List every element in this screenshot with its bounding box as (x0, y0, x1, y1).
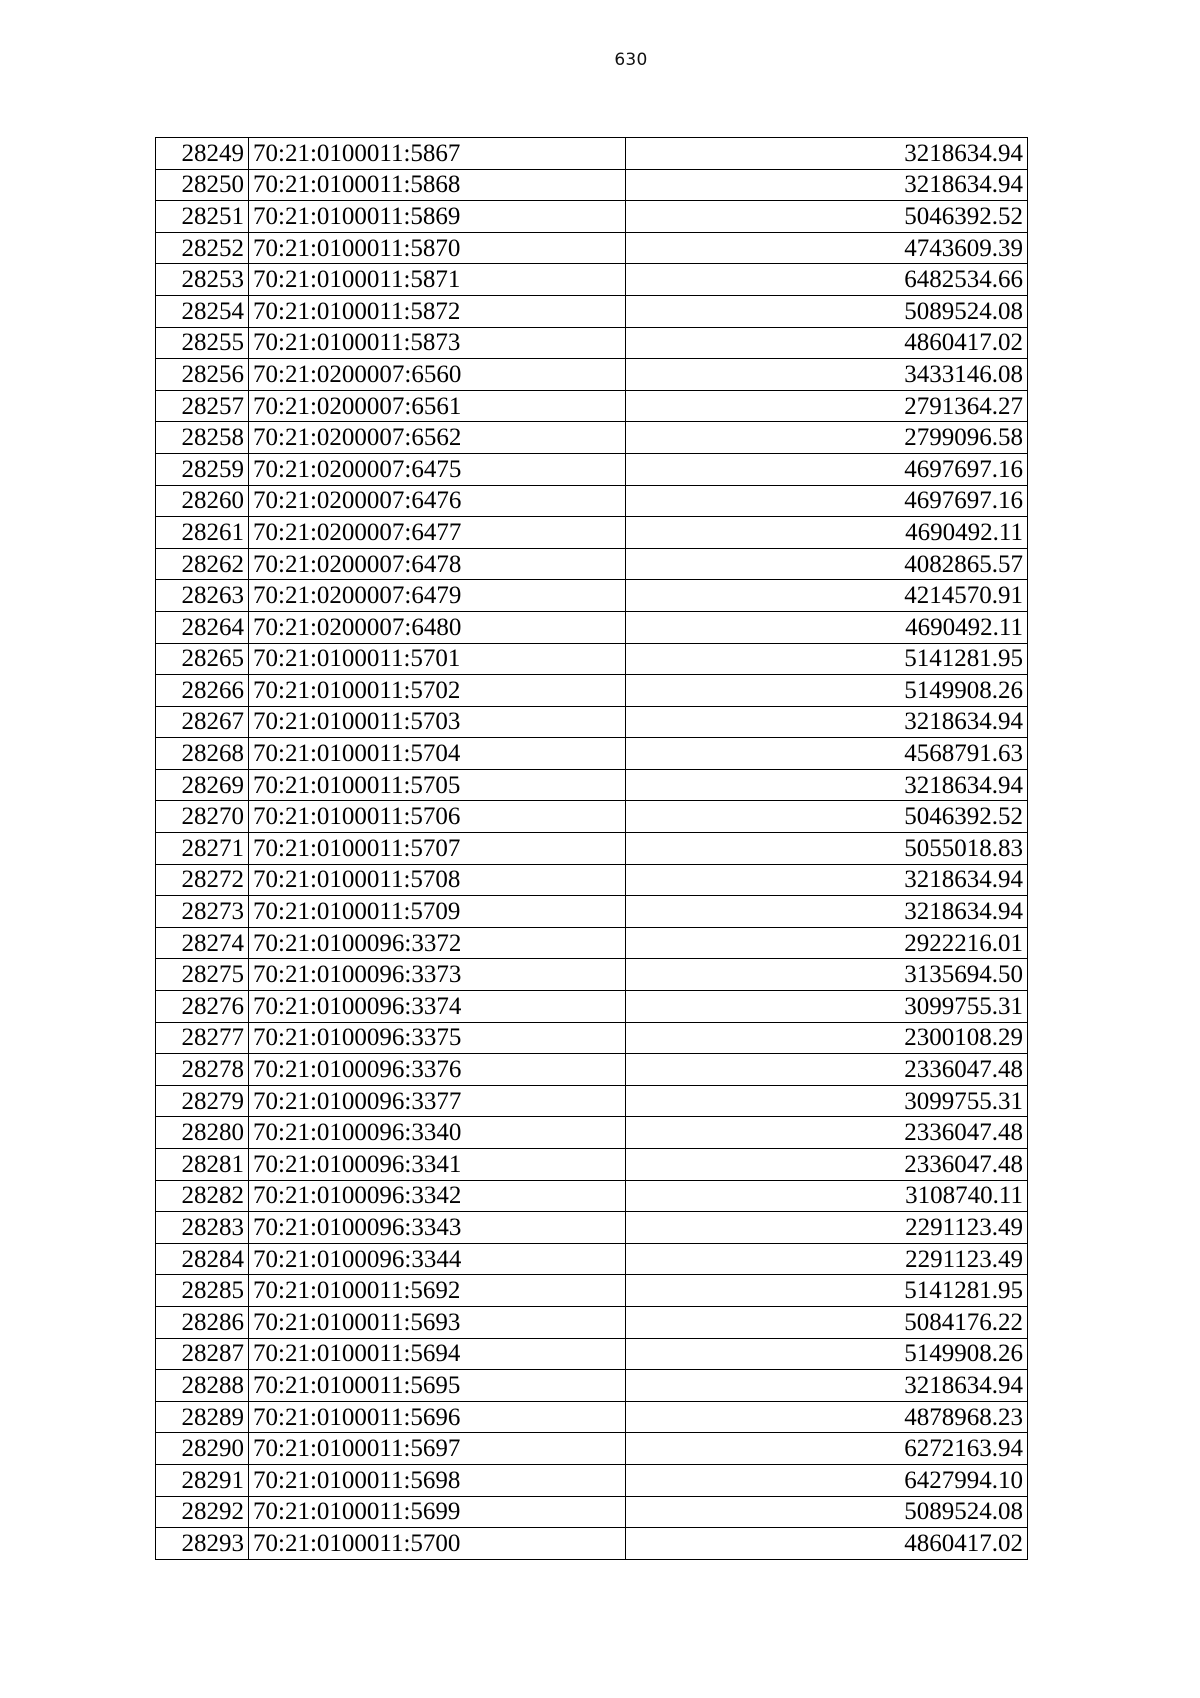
cadastral-number-cell: 70:21:0200007:6480 (249, 611, 626, 643)
cadastral-number-cell: 70:21:0100011:5871 (249, 264, 626, 296)
cadastral-number-cell: 70:21:0100011:5705 (249, 769, 626, 801)
table-row (156, 1212, 1028, 1244)
cadastral-number-cell: 70:21:0100096:3342 (249, 1180, 626, 1212)
row-number-cell: 28280 (156, 1117, 249, 1149)
table-row (156, 232, 1028, 264)
row-number-cell: 28272 (156, 864, 249, 896)
cadastral-number-cell: 70:21:0100011:5708 (249, 864, 626, 896)
table-row (156, 201, 1028, 233)
cadastral-number-cell: 70:21:0100011:5868 (249, 169, 626, 201)
cadastral-number-cell: 70:21:0200007:6477 (249, 517, 626, 549)
cadastral-number-cell: 70:21:0100011:5702 (249, 675, 626, 707)
cadastral-number-cell: 70:21:0100096:3344 (249, 1243, 626, 1275)
table-row (156, 738, 1028, 770)
table-row (156, 1149, 1028, 1181)
table-row (156, 485, 1028, 517)
cadastral-value-cell: 3218634.94 (626, 169, 1028, 201)
table-row (156, 1022, 1028, 1054)
row-number-cell: 28293 (156, 1528, 249, 1560)
row-number-cell: 28269 (156, 769, 249, 801)
cadastral-value-cell: 3218634.94 (626, 769, 1028, 801)
cadastral-number-cell: 70:21:0100011:5869 (249, 201, 626, 233)
cadastral-value-cell: 3099755.31 (626, 1085, 1028, 1117)
cadastral-value-cell: 2922216.01 (626, 927, 1028, 959)
cadastral-number-cell: 70:21:0100011:5701 (249, 643, 626, 675)
table-row (156, 264, 1028, 296)
cadastral-number-cell: 70:21:0200007:6476 (249, 485, 626, 517)
table-row (156, 359, 1028, 391)
table-row (156, 1528, 1028, 1560)
cadastral-number-cell: 70:21:0100011:5867 (249, 138, 626, 170)
row-number-cell: 28267 (156, 706, 249, 738)
table-row (156, 1243, 1028, 1275)
cadastral-number-cell: 70:21:0100011:5694 (249, 1338, 626, 1370)
cadastral-number-cell: 70:21:0100011:5696 (249, 1401, 626, 1433)
row-number-cell: 28273 (156, 896, 249, 928)
cadastral-value-cell: 2291123.49 (626, 1212, 1028, 1244)
row-number-cell: 28279 (156, 1085, 249, 1117)
table-row (156, 927, 1028, 959)
cadastral-value-cell: 2336047.48 (626, 1054, 1028, 1086)
table-row (156, 1306, 1028, 1338)
row-number-cell: 28270 (156, 801, 249, 833)
cadastral-value-cell: 4690492.11 (626, 611, 1028, 643)
row-number-cell: 28250 (156, 169, 249, 201)
cadastral-value-cell: 3218634.94 (626, 138, 1028, 170)
cadastral-number-cell: 70:21:0100011:5872 (249, 295, 626, 327)
cadastral-number-cell: 70:21:0100011:5706 (249, 801, 626, 833)
cadastral-number-cell: 70:21:0100011:5700 (249, 1528, 626, 1560)
table-row (156, 1275, 1028, 1307)
table-row (156, 706, 1028, 738)
table-row (156, 422, 1028, 454)
cadastral-value-cell: 5089524.08 (626, 295, 1028, 327)
row-number-cell: 28288 (156, 1370, 249, 1402)
table-row (156, 959, 1028, 991)
cadastral-value-cell: 4697697.16 (626, 453, 1028, 485)
table-row (156, 991, 1028, 1023)
row-number-cell: 28264 (156, 611, 249, 643)
table-row (156, 295, 1028, 327)
row-number-cell: 28275 (156, 959, 249, 991)
cadastral-value-table (155, 137, 1028, 1560)
row-number-cell: 28255 (156, 327, 249, 359)
cadastral-value-cell: 2791364.27 (626, 390, 1028, 422)
cadastral-value-cell: 5141281.95 (626, 1275, 1028, 1307)
cadastral-value-cell: 4743609.39 (626, 232, 1028, 264)
table-row (156, 453, 1028, 485)
row-number-cell: 28287 (156, 1338, 249, 1370)
cadastral-number-cell: 70:21:0100011:5703 (249, 706, 626, 738)
cadastral-value-cell: 3433146.08 (626, 359, 1028, 391)
page-number: 630 (614, 50, 648, 70)
cadastral-value-cell: 4860417.02 (626, 327, 1028, 359)
cadastral-value-cell: 4860417.02 (626, 1528, 1028, 1560)
row-number-cell: 28268 (156, 738, 249, 770)
table-row (156, 1464, 1028, 1496)
table-row (156, 1054, 1028, 1086)
row-number-cell: 28251 (156, 201, 249, 233)
row-number-cell: 28286 (156, 1306, 249, 1338)
cadastral-value-cell: 6482534.66 (626, 264, 1028, 296)
table-row (156, 169, 1028, 201)
cadastral-value-cell: 5055018.83 (626, 833, 1028, 865)
table-row (156, 1433, 1028, 1465)
cadastral-value-cell: 5046392.52 (626, 201, 1028, 233)
cadastral-value-cell: 4082865.57 (626, 548, 1028, 580)
table-row (156, 548, 1028, 580)
row-number-cell: 28292 (156, 1496, 249, 1528)
row-number-cell: 28265 (156, 643, 249, 675)
table-row (156, 1085, 1028, 1117)
row-number-cell: 28262 (156, 548, 249, 580)
table-row (156, 138, 1028, 170)
table-row (156, 801, 1028, 833)
row-number-cell: 28291 (156, 1464, 249, 1496)
table-row (156, 1496, 1028, 1528)
cadastral-value-cell: 4878968.23 (626, 1401, 1028, 1433)
cadastral-number-cell: 70:21:0100011:5697 (249, 1433, 626, 1465)
cadastral-value-cell: 5149908.26 (626, 1338, 1028, 1370)
cadastral-number-cell: 70:21:0100096:3375 (249, 1022, 626, 1054)
row-number-cell: 28277 (156, 1022, 249, 1054)
cadastral-value-cell: 2336047.48 (626, 1117, 1028, 1149)
table-row (156, 1117, 1028, 1149)
row-number-cell: 28257 (156, 390, 249, 422)
cadastral-number-cell: 70:21:0100011:5707 (249, 833, 626, 865)
table-row (156, 896, 1028, 928)
cadastral-number-cell: 70:21:0100096:3341 (249, 1149, 626, 1181)
row-number-cell: 28256 (156, 359, 249, 391)
cadastral-number-cell: 70:21:0200007:6475 (249, 453, 626, 485)
cadastral-value-cell: 3135694.50 (626, 959, 1028, 991)
row-number-cell: 28253 (156, 264, 249, 296)
cadastral-value-cell: 2799096.58 (626, 422, 1028, 454)
row-number-cell: 28263 (156, 580, 249, 612)
cadastral-value-cell: 4568791.63 (626, 738, 1028, 770)
cadastral-value-cell: 5149908.26 (626, 675, 1028, 707)
row-number-cell: 28283 (156, 1212, 249, 1244)
table-row (156, 517, 1028, 549)
row-number-cell: 28289 (156, 1401, 249, 1433)
row-number-cell: 28276 (156, 991, 249, 1023)
cadastral-value-cell: 5141281.95 (626, 643, 1028, 675)
cadastral-number-cell: 70:21:0100011:5704 (249, 738, 626, 770)
cadastral-number-cell: 70:21:0100011:5695 (249, 1370, 626, 1402)
cadastral-value-cell: 3218634.94 (626, 1370, 1028, 1402)
cadastral-number-cell: 70:21:0100096:3343 (249, 1212, 626, 1244)
table-row (156, 390, 1028, 422)
cadastral-number-cell: 70:21:0200007:6479 (249, 580, 626, 612)
cadastral-number-cell: 70:21:0100011:5693 (249, 1306, 626, 1338)
cadastral-value-cell: 3218634.94 (626, 896, 1028, 928)
table-row (156, 643, 1028, 675)
row-number-cell: 28254 (156, 295, 249, 327)
table-row (156, 580, 1028, 612)
row-number-cell: 28261 (156, 517, 249, 549)
cadastral-number-cell: 70:21:0100096:3373 (249, 959, 626, 991)
table-row (156, 769, 1028, 801)
cadastral-number-cell: 70:21:0100011:5709 (249, 896, 626, 928)
cadastral-value-cell: 5084176.22 (626, 1306, 1028, 1338)
cadastral-value-cell: 2291123.49 (626, 1243, 1028, 1275)
row-number-cell: 28260 (156, 485, 249, 517)
cadastral-number-cell: 70:21:0100011:5873 (249, 327, 626, 359)
row-number-cell: 28282 (156, 1180, 249, 1212)
table-row (156, 1180, 1028, 1212)
cadastral-value-cell: 5046392.52 (626, 801, 1028, 833)
cadastral-number-cell: 70:21:0100096:3374 (249, 991, 626, 1023)
table-row (156, 833, 1028, 865)
cadastral-value-cell: 5089524.08 (626, 1496, 1028, 1528)
cadastral-value-cell: 4214570.91 (626, 580, 1028, 612)
cadastral-value-cell: 6427994.10 (626, 1464, 1028, 1496)
cadastral-number-cell: 70:21:0100011:5699 (249, 1496, 626, 1528)
table-row (156, 1401, 1028, 1433)
row-number-cell: 28278 (156, 1054, 249, 1086)
table-row (156, 1338, 1028, 1370)
cadastral-number-cell: 70:21:0200007:6560 (249, 359, 626, 391)
row-number-cell: 28258 (156, 422, 249, 454)
row-number-cell: 28249 (156, 138, 249, 170)
cadastral-number-cell: 70:21:0200007:6478 (249, 548, 626, 580)
row-number-cell: 28284 (156, 1243, 249, 1275)
table-row (156, 675, 1028, 707)
row-number-cell: 28281 (156, 1149, 249, 1181)
table-row (156, 327, 1028, 359)
row-number-cell: 28290 (156, 1433, 249, 1465)
cadastral-value-cell: 3218634.94 (626, 706, 1028, 738)
cadastral-value-cell: 4690492.11 (626, 517, 1028, 549)
cadastral-value-cell: 3099755.31 (626, 991, 1028, 1023)
table-row (156, 611, 1028, 643)
table-body (156, 138, 1028, 1560)
cadastral-number-cell: 70:21:0100011:5692 (249, 1275, 626, 1307)
cadastral-number-cell: 70:21:0100096:3372 (249, 927, 626, 959)
cadastral-number-cell: 70:21:0200007:6561 (249, 390, 626, 422)
cadastral-number-cell: 70:21:0100096:3377 (249, 1085, 626, 1117)
row-number-cell: 28252 (156, 232, 249, 264)
table-row (156, 1370, 1028, 1402)
cadastral-value-cell: 2300108.29 (626, 1022, 1028, 1054)
cadastral-number-cell: 70:21:0100096:3376 (249, 1054, 626, 1086)
cadastral-number-cell: 70:21:0200007:6562 (249, 422, 626, 454)
cadastral-value-cell: 6272163.94 (626, 1433, 1028, 1465)
cadastral-value-cell: 3218634.94 (626, 864, 1028, 896)
row-number-cell: 28259 (156, 453, 249, 485)
table-row (156, 864, 1028, 896)
cadastral-value-cell: 2336047.48 (626, 1149, 1028, 1181)
cadastral-value-cell: 3108740.11 (626, 1180, 1028, 1212)
cadastral-number-cell: 70:21:0100011:5870 (249, 232, 626, 264)
row-number-cell: 28271 (156, 833, 249, 865)
cadastral-value-cell: 4697697.16 (626, 485, 1028, 517)
cadastral-number-cell: 70:21:0100011:5698 (249, 1464, 626, 1496)
row-number-cell: 28285 (156, 1275, 249, 1307)
row-number-cell: 28266 (156, 675, 249, 707)
cadastral-number-cell: 70:21:0100096:3340 (249, 1117, 626, 1149)
row-number-cell: 28274 (156, 927, 249, 959)
